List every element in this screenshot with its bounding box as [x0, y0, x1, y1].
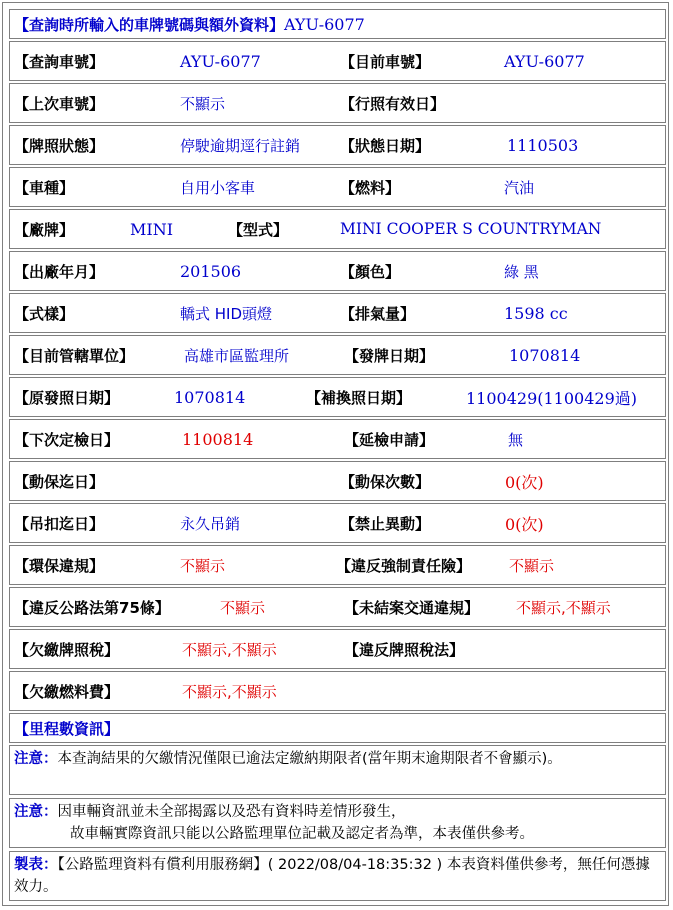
footer-text: 【公路監理資料有償利用服務網】( 2022/08/04-18:35:32 ) 本表資料僅供參考，無任何憑據效力。 — [14, 857, 650, 895]
query-header — [9, 9, 666, 39]
row-plate-status — [9, 125, 666, 165]
note1-text: 本查詢結果的欠繳情況僅限已逾法定繳納期限者(當年期末逾期限者不會顯示)。 — [57, 751, 562, 767]
label-environmental-violation: 【環保違規】 — [14, 556, 105, 575]
value-inspection-extension: 無 — [508, 430, 524, 449]
value-color: 綠 黑 — [504, 262, 539, 281]
row-body-style — [9, 293, 666, 333]
value-query-plate: AYU-6077 — [180, 51, 261, 71]
note-unpaid-scope — [9, 745, 666, 795]
value-highway-act-violation: 不顯示 — [220, 598, 266, 617]
value-insurance-violation: 不顯示 — [509, 556, 555, 575]
row-previous-plate — [9, 83, 666, 123]
label-license-valid-date: 【行照有效日】 — [340, 94, 446, 113]
value-chattel-mortgage-count: 0(次) — [505, 472, 544, 492]
label-insurance-violation: 【違反強制責任險】 — [336, 556, 472, 575]
row-environmental-violation — [9, 545, 666, 585]
value-unpaid-fuel-fee: 不顯示,不顯示 — [182, 682, 277, 701]
label-license-tax-violation: 【違反牌照稅法】 — [344, 640, 465, 659]
label-highway-act-violation: 【違反公路法第75條】 — [14, 598, 170, 617]
row-query-plate — [9, 41, 666, 81]
label-unpaid-fuel-fee: 【欠繳燃料費】 — [14, 682, 120, 701]
value-current-plate: AYU-6077 — [504, 51, 585, 71]
value-vehicle-type: 自用小客車 — [180, 178, 256, 197]
value-environmental-violation: 不顯示 — [180, 556, 226, 575]
row-unpaid-license-tax — [9, 629, 666, 669]
label-jurisdiction: 【目前管轄單位】 — [14, 346, 135, 365]
label-current-plate: 【目前車號】 — [340, 52, 431, 71]
value-body-style: 轎式 HID頭燈 — [180, 304, 273, 323]
note2-line2: 故車輛實際資訊只能以公路監理單位記載及認定者為準，本表僅供參考。 — [70, 826, 534, 842]
row-highway-act-violation — [9, 587, 666, 627]
label-inspection-extension: 【延檢申請】 — [344, 430, 435, 449]
mileage-label: 【里程數資訊】 — [14, 719, 120, 738]
label-original-license-date: 【原發照日期】 — [14, 388, 120, 407]
label-displacement: 【排氣量】 — [340, 304, 416, 323]
row-original-license-date — [9, 377, 666, 417]
label-reissue-date: 【補換照日期】 — [306, 388, 412, 407]
label-suspension-end: 【吊扣迄日】 — [14, 514, 105, 533]
label-body-style: 【式樣】 — [14, 304, 75, 323]
label-plate-issue-date: 【發牌日期】 — [344, 346, 435, 365]
note-disclaimer — [9, 798, 666, 848]
query-header-plate: AYU-6077 — [284, 14, 365, 34]
label-chattel-mortgage-count: 【動保次數】 — [340, 472, 431, 491]
note2-label: 注意： — [14, 804, 58, 820]
value-displacement: 1598 cc — [504, 303, 568, 323]
label-next-inspection: 【下次定檢日】 — [14, 430, 120, 449]
value-jurisdiction: 高雄市區監理所 — [184, 346, 290, 365]
row-vehicle-type — [9, 167, 666, 207]
label-unpaid-license-tax: 【欠繳牌照稅】 — [14, 640, 120, 659]
row-unpaid-fuel-fee — [9, 671, 666, 711]
label-fuel: 【燃料】 — [340, 178, 401, 197]
footer-label: 製表： — [14, 857, 58, 873]
value-unpaid-license-tax: 不顯示,不顯示 — [182, 640, 277, 659]
row-next-inspection — [9, 419, 666, 459]
query-header-label: 【查詢時所輸入的車牌號碼與額外資料】 — [14, 15, 285, 34]
label-color: 【顏色】 — [340, 262, 401, 281]
value-manufacture-date: 201506 — [180, 261, 242, 281]
row-suspension-end — [9, 503, 666, 543]
row-manufacture-date — [9, 251, 666, 291]
row-brand — [9, 209, 666, 249]
value-open-traffic-violations: 不顯示,不顯示 — [516, 598, 611, 617]
value-plate-status: 停駛逾期逕行註銷 — [180, 136, 301, 155]
note2-line1: 因車輛資訊並未全部揭露以及恐有資料時差情形發生， — [57, 804, 406, 820]
label-vehicle-type: 【車種】 — [14, 178, 75, 197]
value-plate-issue-date: 1070814 — [509, 345, 581, 365]
label-status-date: 【狀態日期】 — [340, 136, 431, 155]
label-model: 【型式】 — [228, 220, 289, 239]
label-manufacture-date: 【出廠年月】 — [14, 262, 105, 281]
row-chattel-mortgage-end — [9, 461, 666, 501]
label-transfer-ban: 【禁止異動】 — [340, 514, 431, 533]
label-plate-status: 【牌照狀態】 — [14, 136, 105, 155]
value-suspension-end: 永久吊銷 — [180, 514, 241, 533]
label-query-plate: 【查詢車號】 — [14, 52, 105, 71]
label-brand: 【廠牌】 — [14, 220, 75, 239]
value-next-inspection: 1100814 — [182, 429, 254, 449]
row-jurisdiction — [9, 335, 666, 375]
value-transfer-ban: 0(次) — [505, 514, 544, 534]
value-status-date: 1110503 — [507, 135, 579, 155]
mileage-section — [9, 713, 666, 743]
label-chattel-mortgage-end: 【動保迄日】 — [14, 472, 105, 491]
label-previous-plate: 【上次車號】 — [14, 94, 105, 113]
label-open-traffic-violations: 【未結案交通違規】 — [344, 598, 480, 617]
report-footer — [9, 851, 666, 901]
value-model: MINI COOPER S COUNTRYMAN — [340, 220, 602, 238]
value-reissue-date: 1100429(1100429過) — [466, 388, 638, 408]
value-original-license-date: 1070814 — [174, 387, 246, 407]
value-fuel: 汽油 — [504, 178, 535, 197]
value-previous-plate: 不顯示 — [180, 94, 226, 113]
report-container — [2, 2, 669, 906]
note1-label: 注意： — [14, 751, 58, 767]
value-brand: MINI — [130, 219, 174, 239]
